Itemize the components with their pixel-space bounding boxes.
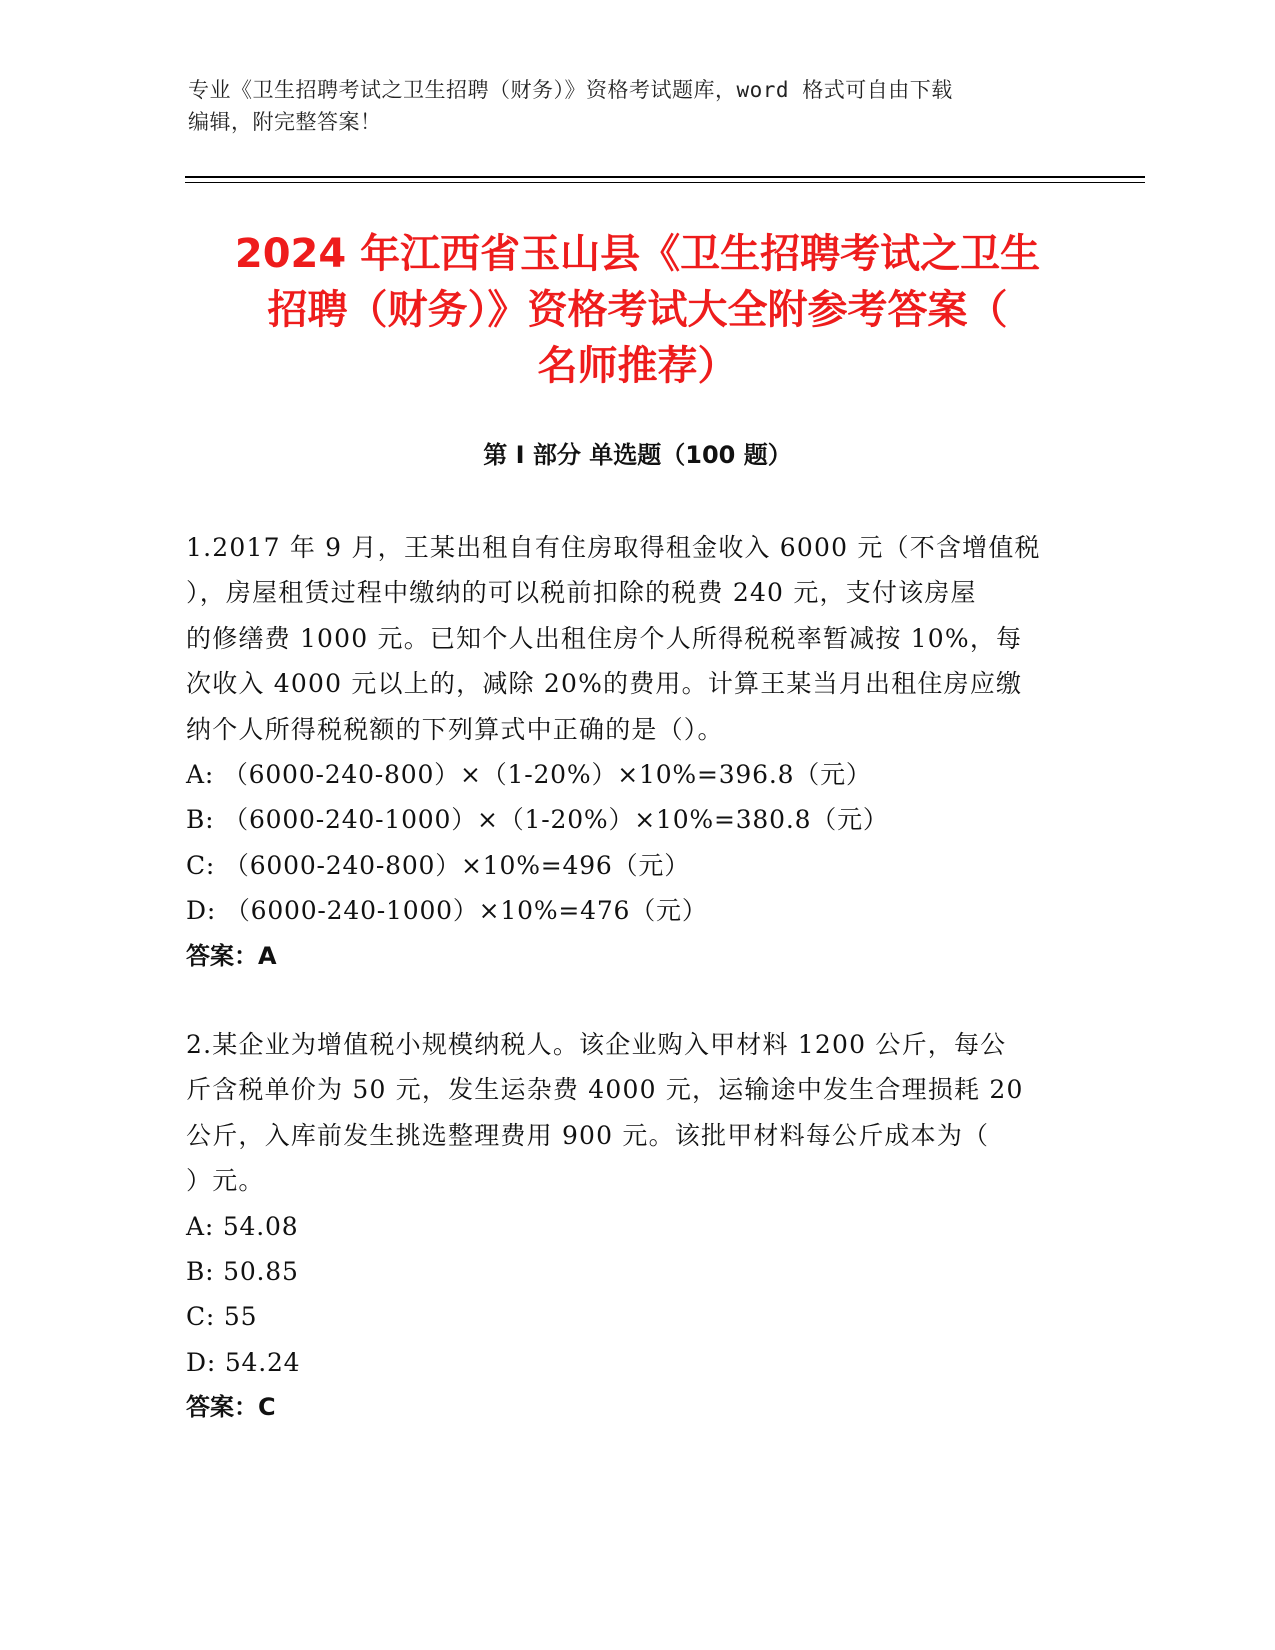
document-title-line-3: 名师推荐） bbox=[537, 343, 738, 389]
header-note-line-2: 编辑，附完整答案！ bbox=[188, 110, 382, 134]
question-1-option-a: A: （6000-240-800）×（1-20%）×10%=396.8（元） bbox=[186, 760, 872, 790]
question-2-option-b: B: 50.85 bbox=[186, 1257, 299, 1287]
question-stem-line: 1.2017 年 9 月，王某出租自有住房取得租金收入 6000 元（不含增值税 bbox=[186, 533, 1041, 562]
question-2-option-d: D: 54.24 bbox=[186, 1347, 301, 1377]
header-note bbox=[188, 74, 1078, 138]
question-2-stem bbox=[186, 1022, 1086, 1204]
section-heading: 第 I 部分 单选题（100 题） bbox=[483, 441, 792, 469]
document-title-line-1: 2024 年江西省玉山县《卫生招聘考试之卫生 bbox=[234, 231, 1041, 277]
document-title bbox=[150, 226, 1125, 394]
question-1-option-b: B: （6000-240-1000）×（1-20%）×10%=380.8（元） bbox=[186, 805, 889, 835]
question-1 bbox=[186, 525, 1086, 979]
question-stem-line: 斤含税单价为 50 元，发生运杂费 4000 元，运输途中发生合理损耗 20 bbox=[186, 1075, 1024, 1105]
question-stem-line: 次收入 4000 元以上的，减除 20%的费用。计算王某当月出租住房应缴 bbox=[186, 669, 1023, 699]
question-stem-line: ）元。 bbox=[186, 1166, 265, 1196]
question-stem-line: 公斤，入库前发生挑选整理费用 900 元。该批甲材料每公斤成本为（ bbox=[186, 1120, 990, 1150]
question-stem-line: 纳个人所得税税额的下列算式中正确的是（）。 bbox=[186, 714, 724, 744]
question-2-option-c: C: 55 bbox=[186, 1302, 258, 1332]
question-stem-line: ），房屋租赁过程中缴纳的可以税前扣除的税费 240 元，支付该房屋 bbox=[186, 578, 977, 608]
question-2-option-a: A: 54.08 bbox=[186, 1211, 299, 1241]
header-divider-thin bbox=[185, 182, 1145, 183]
header-divider-thick bbox=[185, 176, 1145, 178]
question-1-option-c: C: （6000-240-800）×10%=496（元） bbox=[186, 850, 691, 880]
question-2 bbox=[186, 1022, 1086, 1431]
question-1-answer: 答案：A bbox=[186, 941, 277, 970]
document-title-line-2: 招聘（财务）》资格考试大全附参考答案（ bbox=[267, 287, 1008, 333]
question-1-stem bbox=[186, 525, 1086, 752]
question-stem-line: 2.某企业为增值税小规模纳税人。该企业购入甲材料 1200 公斤，每公 bbox=[186, 1030, 1007, 1059]
question-1-option-d: D: （6000-240-1000）×10%=476（元） bbox=[186, 896, 708, 926]
header-note-line-1: 专业《卫生招聘考试之卫生招聘（财务）》资格考试题库，word 格式可自由下载 bbox=[188, 78, 953, 102]
question-2-answer: 答案：C bbox=[186, 1393, 276, 1422]
question-stem-line: 的修缮费 1000 元。已知个人出租住房个人所得税税率暂减按 10%，每 bbox=[186, 623, 1023, 653]
